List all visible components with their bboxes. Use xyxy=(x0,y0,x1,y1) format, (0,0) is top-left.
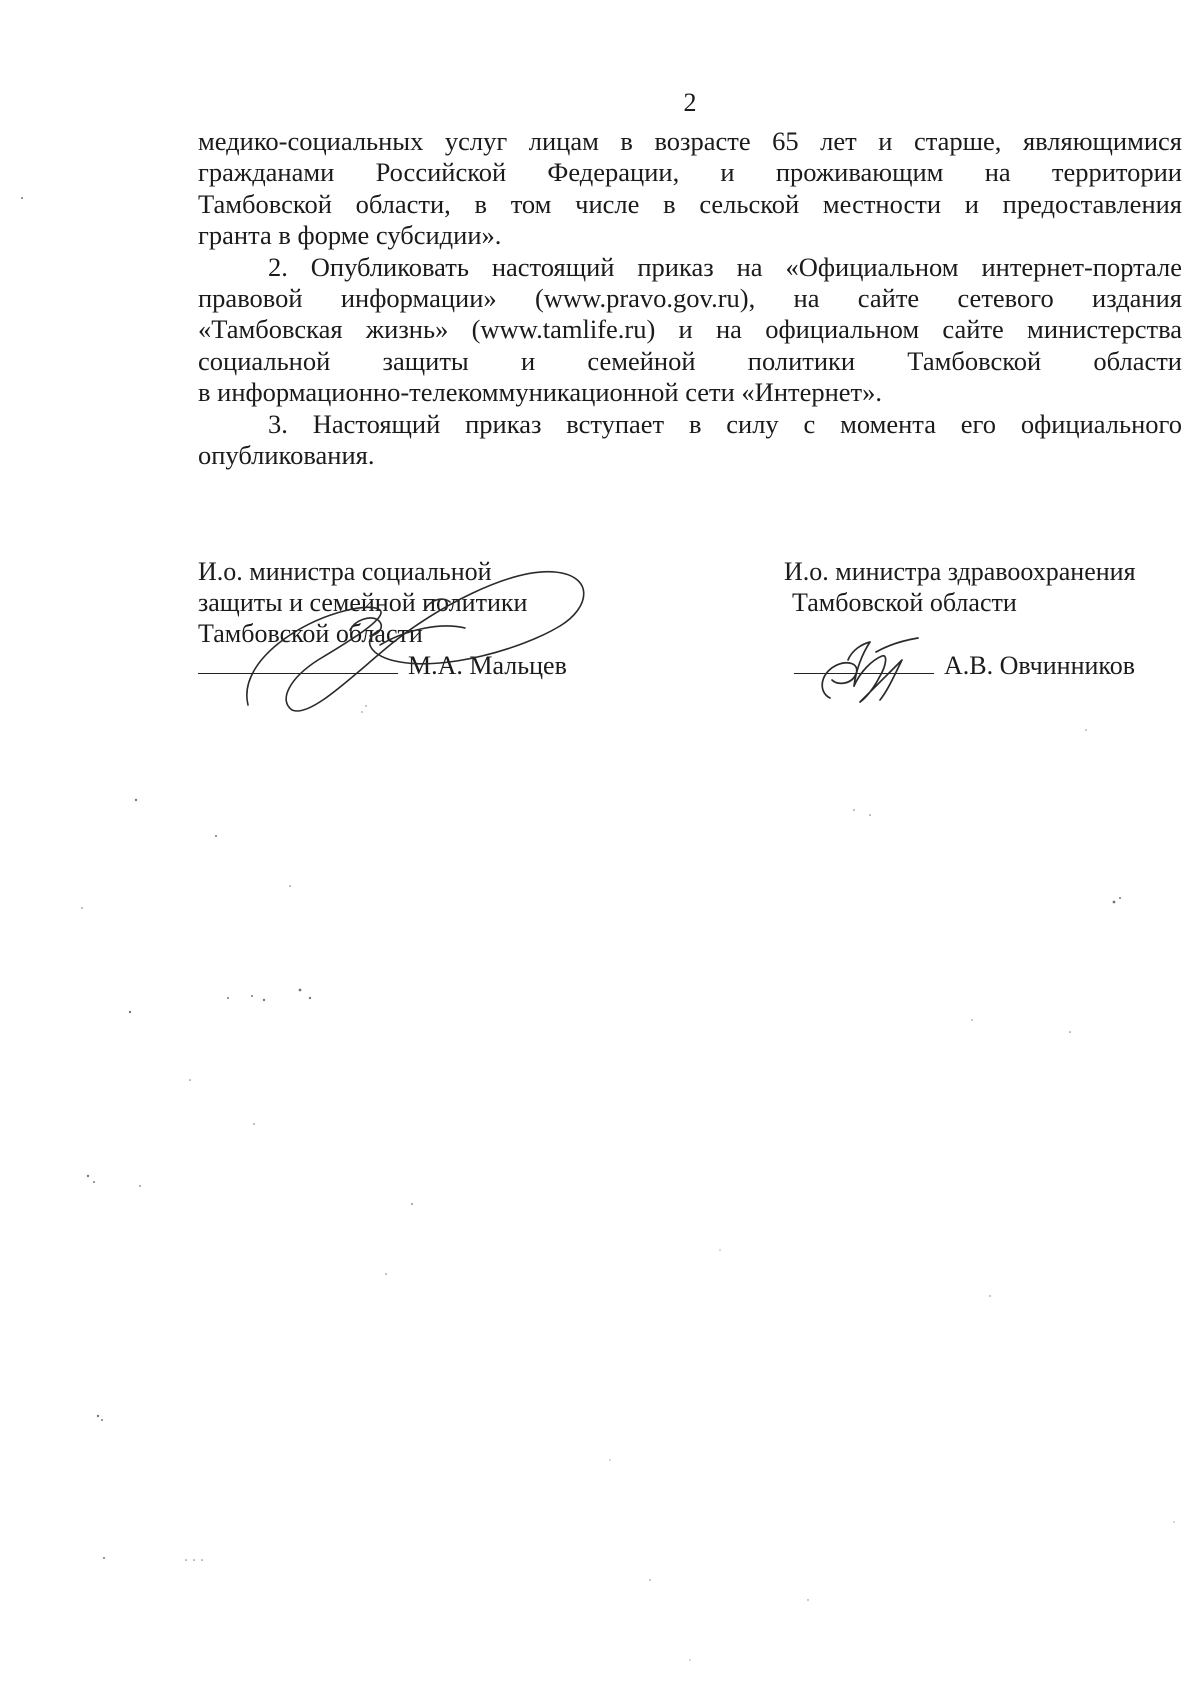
paragraph-3-line-2: опубликования. xyxy=(198,440,375,471)
signature-right-name: А.В. Овчинников xyxy=(944,651,1136,680)
signature-left-blank-line xyxy=(198,649,398,674)
paragraph-2-line-5: в информационно-телекоммуникационной сети «Интернет». xyxy=(198,377,882,408)
paragraph-2 xyxy=(198,252,1182,409)
signature-block-right xyxy=(786,556,1186,683)
signature-left-sign-row xyxy=(198,649,618,683)
paragraph-2-line-4: социальной защиты и семейной политики Тамбовской области xyxy=(198,345,1182,376)
document-body xyxy=(198,126,1182,471)
paragraph-1 xyxy=(198,126,1182,252)
page-number: 2 xyxy=(683,88,697,117)
signature-right-blank-line xyxy=(794,649,934,674)
signature-right-title-line-2: Тамбовской области xyxy=(792,588,1017,617)
paragraph-2-line-3: «Тамбовская жизнь» (www.tamlife.ru) и на официальном сайте министерства xyxy=(198,314,1182,345)
paragraph-1-line-3: Тамбовской области, в том числе в сельской местности и предоставления xyxy=(198,188,1182,219)
signature-block-left xyxy=(198,556,618,683)
paragraph-3 xyxy=(198,409,1182,472)
signature-right-sign-row xyxy=(786,649,1186,683)
paragraph-1-line-1: медико-социальных услуг лицам в возрасте 65 лет и старше, являющимися xyxy=(198,126,1182,156)
signature-left-title-line-3: Тамбовской области xyxy=(198,619,423,648)
paragraph-3-line-1: 3. Настоящий приказ вступает в силу с момента его официального xyxy=(268,408,1182,439)
paragraph-2-line-1: 2. Опубликовать настоящий приказ на «Официальном интернет-портале xyxy=(268,251,1182,282)
signature-left-name: М.А. Мальцев xyxy=(408,651,567,680)
paragraph-1-line-4: гранта в форме субсидии». xyxy=(198,220,502,251)
paragraph-2-line-2: правовой информации» (www.pravo.gov.ru), на сайте сетевого издания xyxy=(198,283,1182,314)
signature-left-title-line-2: защиты и семейной политики xyxy=(198,588,528,617)
signature-left-title-line-1: И.о. министра социальной xyxy=(198,557,492,586)
signature-right-title-line-1: И.о. министра здравоохранения xyxy=(784,557,1136,586)
paragraph-1-line-2: гражданами Российской Федерации, и проживающим на территории xyxy=(198,157,1182,188)
